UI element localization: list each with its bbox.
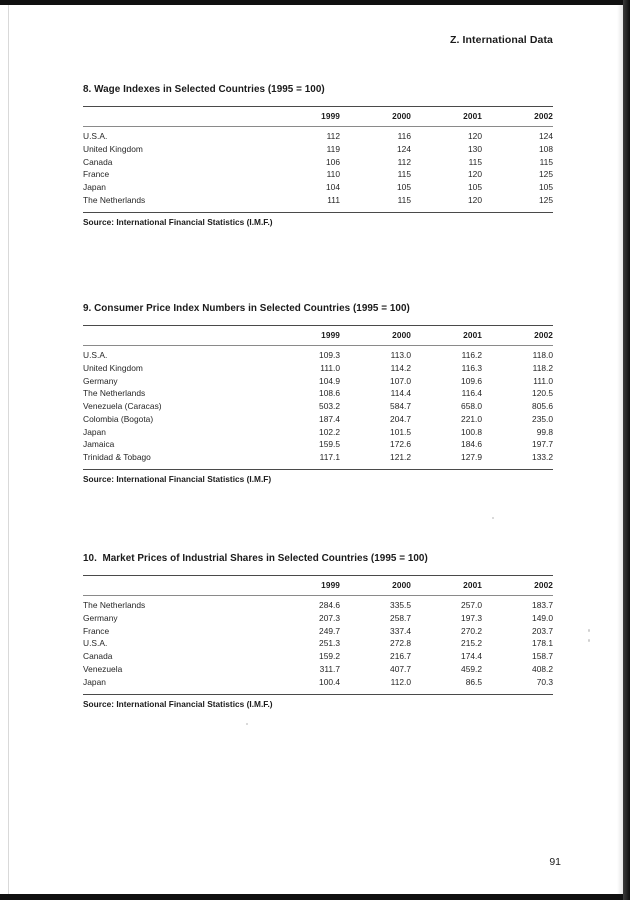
cell-value: 407.7	[390, 663, 411, 674]
cell-value: 270.2	[461, 625, 482, 636]
cell-country: France	[83, 625, 110, 636]
cell-value: 111.0	[533, 375, 553, 386]
cell-value: 183.7	[482, 596, 553, 613]
cell-value: 311.7	[319, 663, 340, 674]
cell-value: 207.3	[319, 612, 340, 623]
cell-value: 104.9	[319, 375, 340, 386]
cell-country: The Netherlands	[83, 194, 146, 205]
column-header-year: 1999	[269, 576, 340, 596]
cell-value: 503.2	[319, 401, 340, 412]
table-block-10	[83, 553, 553, 709]
cell-value: 159.5	[319, 439, 340, 450]
table-header-row	[83, 107, 553, 127]
table-10	[83, 575, 553, 689]
cell-value: 116.2	[411, 346, 482, 363]
cell-value: 197.3	[461, 612, 482, 623]
column-header-country	[83, 326, 269, 346]
cell-value: 197.7	[532, 439, 553, 450]
cell-country: Japan	[83, 182, 106, 193]
cell-value: 111.0	[320, 362, 340, 373]
cell-value: 127.9	[461, 452, 482, 463]
cell-value: 115	[397, 169, 411, 180]
table-row	[83, 439, 553, 452]
cell-value: 124	[482, 127, 553, 144]
cell-value: 116.4	[461, 388, 482, 399]
cell-value: 119	[326, 143, 340, 154]
cell-value: 178.1	[532, 638, 553, 649]
cell-value: 272.8	[390, 638, 411, 649]
cell-value: 216.7	[390, 651, 411, 662]
running-head: Z. International Data	[449, 34, 553, 46]
table-row	[83, 181, 553, 194]
cell-value: 658.0	[461, 401, 482, 412]
table-row	[83, 663, 553, 676]
cell-value: 100.4	[319, 676, 340, 687]
cell-country: Canada	[83, 156, 113, 167]
table-row	[83, 650, 553, 663]
cell-value: 105	[397, 182, 411, 193]
table-9	[83, 325, 553, 464]
cell-value: 117.1	[319, 452, 340, 463]
cell-country: United Kingdom	[83, 143, 143, 154]
cell-value: 109.6	[461, 375, 482, 386]
cell-value: 102.2	[319, 426, 340, 437]
source-note-9: Source: International Financial Statistics (I.M.F)	[83, 474, 272, 485]
column-header-year: 2000	[340, 326, 411, 346]
cell-country: Japan	[83, 676, 106, 687]
cell-country: Colombia (Bogota)	[83, 413, 154, 424]
column-header-year: 1999	[269, 326, 340, 346]
table-row	[83, 413, 553, 426]
cell-value: 116	[340, 127, 411, 144]
column-header-year: 2001	[411, 107, 482, 127]
cell-country: United Kingdom	[83, 362, 143, 373]
cell-country: Venezuela	[83, 663, 123, 674]
cell-value: 108.6	[319, 388, 340, 399]
cell-value: 121.2	[390, 452, 411, 463]
column-header-year: 2002	[482, 326, 553, 346]
cell-country: The Netherlands	[83, 596, 269, 613]
cell-country: Japan	[83, 426, 106, 437]
cell-value: 187.4	[319, 413, 340, 424]
table-row	[83, 596, 553, 613]
cell-value: 106	[326, 156, 340, 167]
cell-value: 335.5	[340, 596, 411, 613]
table-row	[83, 169, 553, 182]
cell-value: 459.2	[461, 663, 482, 674]
cell-value: 115	[539, 156, 553, 167]
cell-value: 86.5	[465, 676, 482, 687]
column-header-country	[83, 107, 269, 127]
cell-value: 70.3	[536, 676, 553, 687]
table-row	[83, 156, 553, 169]
cell-value: 235.0	[532, 413, 553, 424]
cell-value: 101.5	[390, 426, 411, 437]
table-row	[83, 127, 553, 144]
cell-value: 203.7	[532, 625, 553, 636]
cell-value: 805.6	[532, 401, 553, 412]
table-row	[83, 346, 553, 363]
table-header-row	[83, 576, 553, 596]
cell-value: 113.0	[340, 346, 411, 363]
cell-value: 114.4	[390, 388, 411, 399]
table-block-9	[83, 303, 553, 484]
cell-value: 111	[327, 194, 340, 205]
cell-value: 257.0	[411, 596, 482, 613]
cell-value: 100.8	[461, 426, 482, 437]
cell-value: 408.2	[532, 663, 553, 674]
cell-value: 158.7	[532, 651, 553, 662]
cell-value: 172.6	[390, 439, 411, 450]
cell-country: France	[83, 169, 110, 180]
table-row	[83, 625, 553, 638]
cell-value: 258.7	[390, 612, 411, 623]
table-row	[83, 676, 553, 689]
cell-country: U.S.A.	[83, 127, 269, 144]
column-header-year: 2002	[482, 107, 553, 127]
table-title-9: 9. Consumer Price Index Numbers in Selected Countries (1995 = 100)	[83, 303, 410, 314]
cell-value: 112.0	[390, 676, 411, 687]
cell-value: 204.7	[390, 413, 411, 424]
cell-value: 99.8	[536, 426, 553, 437]
table-row	[83, 452, 553, 465]
table-row	[83, 388, 553, 401]
cell-value: 118.2	[532, 362, 553, 373]
table-title-8: 8. Wage Indexes in Selected Countries (1995 = 100)	[83, 84, 325, 95]
cell-value: 184.6	[461, 439, 482, 450]
cell-value: 105	[468, 182, 482, 193]
cell-value: 114.2	[390, 362, 411, 373]
cell-value: 120	[411, 127, 482, 144]
cell-value: 104	[326, 182, 340, 193]
cell-country: Venezuela (Caracas)	[83, 401, 162, 412]
cell-value: 130	[468, 143, 482, 154]
cell-country: Trinidad & Tobago	[83, 452, 151, 463]
cell-value: 215.2	[461, 638, 482, 649]
cell-value: 124	[397, 143, 411, 154]
cell-value: 125	[539, 194, 553, 205]
cell-value: 115	[468, 156, 482, 167]
cell-country: Germany	[83, 612, 118, 623]
cell-value: 149.0	[532, 612, 553, 623]
cell-value: 125	[539, 169, 553, 180]
cell-country: Canada	[83, 651, 113, 662]
cell-country: Germany	[83, 375, 118, 386]
cell-value: 108	[539, 143, 553, 154]
column-header-year: 2001	[411, 326, 482, 346]
cell-value: 110	[326, 169, 340, 180]
cell-value: 221.0	[461, 413, 482, 424]
cell-value: 112	[269, 127, 340, 144]
page-number: 91	[549, 856, 561, 868]
cell-country: Jamaica	[83, 439, 115, 450]
cell-country: U.S.A.	[83, 638, 108, 649]
table-row	[83, 400, 553, 413]
source-note-8: Source: International Financial Statistics (I.M.F.)	[83, 217, 273, 227]
column-header-year: 2000	[340, 576, 411, 596]
cell-country: The Netherlands	[83, 388, 146, 399]
cell-value: 584.7	[390, 401, 411, 412]
cell-value: 284.6	[269, 596, 340, 613]
cell-value: 120	[468, 194, 482, 205]
cell-value: 109.3	[269, 346, 340, 363]
table-8	[83, 106, 553, 207]
cell-value: 159.2	[319, 651, 340, 662]
cell-value: 120.5	[532, 388, 553, 399]
table-row	[83, 612, 553, 625]
table-header-row	[83, 326, 553, 346]
cell-value: 337.4	[390, 625, 411, 636]
table-row	[83, 638, 553, 651]
column-header-year: 1999	[269, 107, 340, 127]
table-row	[83, 194, 553, 207]
cell-value: 249.7	[319, 625, 340, 636]
source-note-10: Source: International Financial Statistics (I.M.F.)	[83, 698, 273, 709]
table-row	[83, 426, 553, 439]
column-header-year: 2001	[411, 576, 482, 596]
cell-value: 112	[397, 156, 411, 167]
table-title-10: 10. Market Prices of Industrial Shares in Selected Countries (1995 = 100)	[83, 553, 428, 564]
table-row	[83, 375, 553, 388]
cell-country: U.S.A.	[83, 346, 269, 363]
table-row	[83, 362, 553, 375]
cell-value: 118.0	[482, 346, 553, 363]
cell-value: 115	[397, 194, 411, 205]
cell-value: 251.3	[319, 638, 340, 649]
cell-value: 116.3	[461, 362, 482, 373]
cell-value: 120	[468, 169, 482, 180]
table-block-8	[83, 84, 553, 227]
cell-value: 133.2	[532, 452, 553, 463]
cell-value: 107.0	[390, 375, 411, 386]
table-row	[83, 143, 553, 156]
cell-value: 105	[539, 182, 553, 193]
column-header-year: 2000	[340, 107, 411, 127]
column-header-year: 2002	[482, 576, 553, 596]
column-header-country	[83, 576, 269, 596]
cell-value: 174.4	[461, 651, 482, 662]
